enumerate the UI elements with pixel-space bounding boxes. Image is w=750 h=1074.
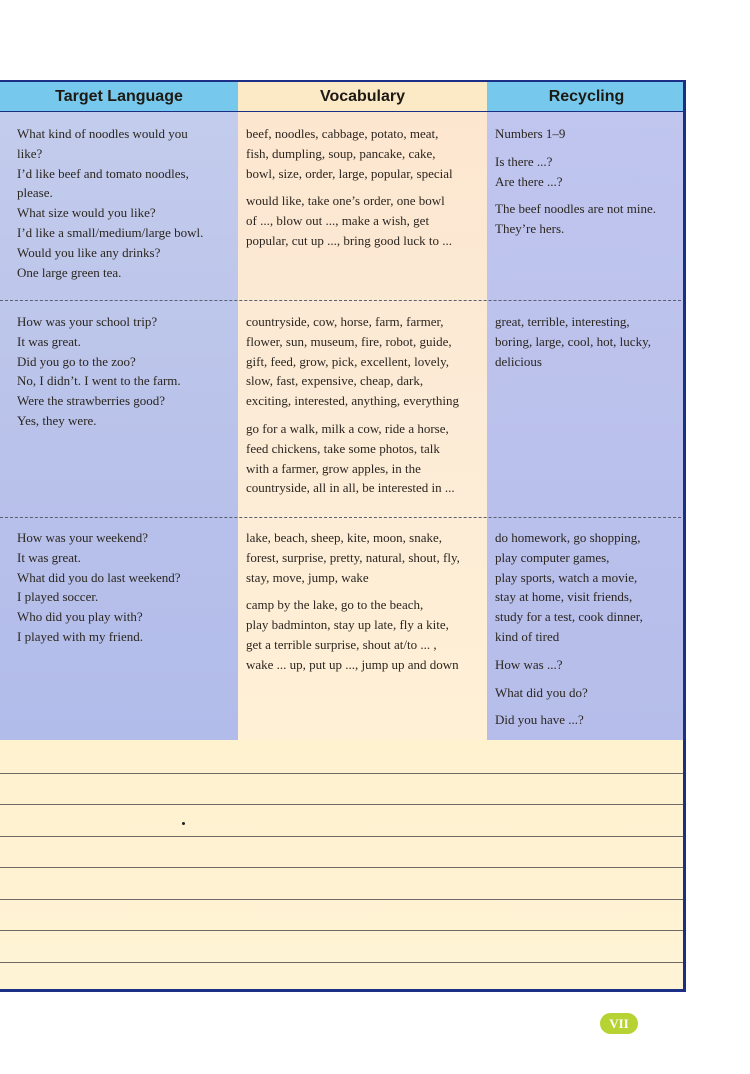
recycle-line: stay at home, visit friends, <box>495 589 633 605</box>
recycle-line: play computer games, <box>495 549 610 565</box>
recycle-block <box>495 710 685 730</box>
recycle-line: How was ...? <box>495 656 563 672</box>
vocab-line: forest, surprise, pretty, natural, shout, fly, <box>246 549 460 565</box>
vocab-line: countryside, all in all, be interested in ... <box>246 480 455 496</box>
vocab-line: popular, cut up ..., bring good luck to ... <box>246 232 453 248</box>
ink-dot <box>182 822 185 825</box>
recycle-line: Did you have ...? <box>495 712 584 728</box>
recycle-line: Is there ...? <box>495 153 553 169</box>
vocab-phrases <box>246 191 486 250</box>
recycle-block <box>495 528 685 647</box>
target-line: please. <box>17 185 53 201</box>
vocab-words <box>246 312 486 411</box>
notes-rule <box>0 930 686 931</box>
vocab-line: beef, noodles, cabbage, potato, meat, <box>246 126 439 141</box>
recycle-block <box>495 312 685 371</box>
vocab-line: get a terrible surprise, shout at/to ... , <box>246 636 437 652</box>
target-line: It was great. <box>17 333 81 349</box>
header-recycling: Recycling <box>487 82 686 112</box>
recycle-line: study for a test, cook dinner, <box>495 609 643 625</box>
notes-rule <box>0 867 686 868</box>
recycle-block <box>495 199 685 239</box>
target-line: It was great. <box>17 549 81 565</box>
target-line: How was your weekend? <box>17 530 149 545</box>
vocab-line: would like, take one’s order, one bowl <box>246 193 445 209</box>
target-line: Who did you play with? <box>17 609 143 625</box>
header-target-language: Target Language <box>0 82 238 112</box>
vocab-line: countryside, cow, horse, farm, farmer, <box>246 314 444 329</box>
target-line: What kind of noodles would you <box>17 126 188 141</box>
recycle-line: What did you do? <box>495 684 588 700</box>
target-line: No, I didn’t. I went to the farm. <box>17 373 181 389</box>
target-line: What size would you like? <box>17 205 156 221</box>
row-1-vocabulary <box>246 124 486 259</box>
vocab-line: stay, move, jump, wake <box>246 569 369 585</box>
vocab-line: slow, fast, expensive, cheap, dark, <box>246 373 424 389</box>
notes-rule <box>0 962 686 963</box>
target-line: Were the strawberries good? <box>17 393 166 409</box>
target-line: What did you do last weekend? <box>17 569 181 585</box>
target-line: Did you go to the zoo? <box>17 353 136 369</box>
target-line: I played soccer. <box>17 589 99 605</box>
target-line: How was your school trip? <box>17 314 158 329</box>
target-line: Yes, they were. <box>17 412 97 428</box>
recycle-line: They’re hers. <box>495 221 565 237</box>
recycle-line: Numbers 1–9 <box>495 126 566 141</box>
vocab-line: gift, feed, grow, pick, excellent, lovely, <box>246 353 449 369</box>
vocab-line: flower, sun, museum, fire, robot, guide, <box>246 333 452 349</box>
vocab-line: camp by the lake, go to the beach, <box>246 597 424 613</box>
recycle-line: The beef noodles are not mine. <box>495 201 656 217</box>
vocab-phrases <box>246 419 486 498</box>
language-summary-table <box>0 80 686 992</box>
vocab-line: go for a walk, milk a cow, ride a horse, <box>246 420 449 436</box>
vocab-words <box>246 124 486 183</box>
notes-rule <box>0 773 686 774</box>
target-line: I’d like beef and tomato noodles, <box>17 165 189 181</box>
header-vocabulary: Vocabulary <box>238 82 487 112</box>
row-3-target-language <box>17 528 235 647</box>
vocab-line: feed chickens, take some photos, talk <box>246 440 440 456</box>
vocab-line: play badminton, stay up late, fly a kite, <box>246 617 449 633</box>
vocab-line: bowl, size, order, large, popular, special <box>246 165 453 181</box>
target-line: like? <box>17 145 43 161</box>
vocab-words <box>246 528 486 587</box>
target-line: One large green tea. <box>17 264 122 280</box>
recycle-block <box>495 655 685 675</box>
recycle-line: boring, large, cool, hot, lucky, <box>495 333 651 349</box>
vocab-line: lake, beach, sheep, kite, moon, snake, <box>246 530 443 545</box>
recycle-block <box>495 124 685 144</box>
recycle-block <box>495 683 685 703</box>
row-3-vocabulary <box>246 528 486 683</box>
recycle-line: delicious <box>495 353 542 369</box>
notes-area <box>0 740 686 992</box>
vocab-line: of ..., blow out ..., make a wish, get <box>246 213 430 229</box>
recycle-line: kind of tired <box>495 628 560 644</box>
target-line: Would you like any drinks? <box>17 244 161 260</box>
notes-rule <box>0 836 686 837</box>
target-line: I’d like a small/medium/large bowl. <box>17 224 204 240</box>
vocab-line: with a farmer, grow apples, in the <box>246 460 421 476</box>
row-2-target-language <box>17 312 235 431</box>
row-2-recycling <box>495 312 685 379</box>
recycle-line: play sports, watch a movie, <box>495 569 638 585</box>
recycle-block <box>495 152 685 192</box>
row-1-target-language <box>17 124 235 282</box>
notes-rule <box>0 804 686 805</box>
target-line: I played with my friend. <box>17 628 143 644</box>
row-2-vocabulary <box>246 312 486 506</box>
row-1-recycling <box>495 124 685 247</box>
recycle-line: Are there ...? <box>495 173 563 189</box>
row-divider <box>0 300 686 301</box>
vocab-line: wake ... up, put up ..., jump up and down <box>246 656 459 672</box>
recycle-line: do homework, go shopping, <box>495 530 641 545</box>
recycle-line: great, terrible, interesting, <box>495 314 630 329</box>
vocab-line: fish, dumpling, soup, pancake, cake, <box>246 145 436 161</box>
row-3-recycling <box>495 528 685 738</box>
vocab-line: exciting, interested, anything, everything <box>246 393 459 409</box>
vocab-phrases <box>246 595 486 674</box>
row-divider <box>0 517 686 518</box>
page-number-badge: VII <box>600 1013 638 1034</box>
notes-rule <box>0 899 686 900</box>
